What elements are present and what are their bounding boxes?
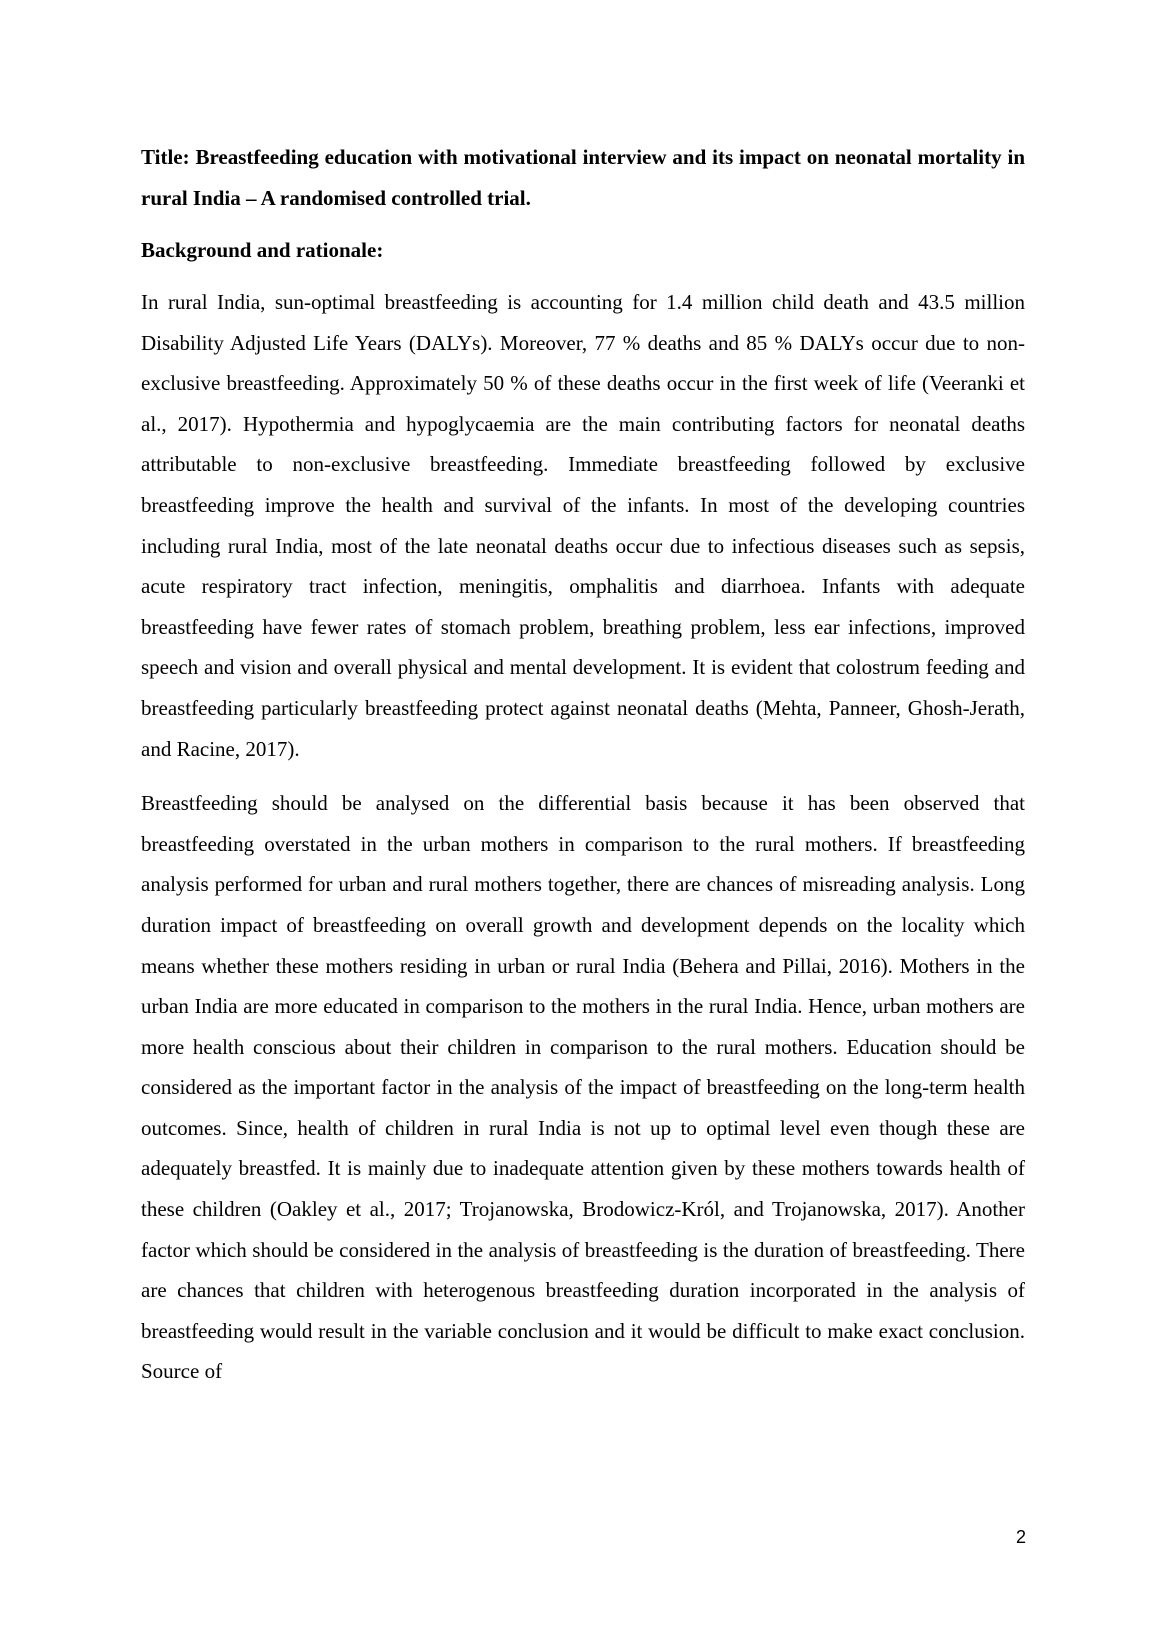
page-number: 2 [1015, 1527, 1026, 1547]
paragraph-1: In rural India, sun-optimal breastfeeding is accounting for 1.4 million child death and 43.5 million Disability Adjusted Life Years (DALYs). Moreover, 77 % deaths and 85 % DALYs occur due to non-exclusive breastfeeding. Approximately 50 % of these deaths occur in the first week of life (Veeranki et al., 2017). Hypothermia and hypoglycaemia are the main contributing factors for neonatal deaths attributable to non-exclusive breastfeeding. Immediate breastfeeding followed by exclusive breastfeeding improve the health and survival of the infants. In most of the developing countries including rural India, most of the late neonatal deaths occur due to infectious diseases such as sepsis, acute respiratory tract infection, meningitis, omphalitis and diarrhoea. Infants with adequate breastfeeding have fewer rates of stomach problem, breathing problem, less ear infections, improved speech and vision and overall physical and mental development. It is evident that colostrum feeding and breastfeeding particularly breastfeeding protect against neonatal deaths (Mehta, Panneer, Ghosh-Jerath, and Racine, 2017). [141, 290, 1025, 761]
section-heading: Background and rationale: [141, 238, 384, 262]
paragraph-2: Breastfeeding should be analysed on the differential basis because it has been observed that breastfeeding overstated in the urban mothers in comparison to the rural mothers. If breastfeeding analysis performed for urban and rural mothers together, there are chances of misreading analysis. Long duration impact of breastfeeding on overall growth and development depends on the locality which means whether these mothers residing in urban or rural India (Behera and Pillai, 2016). Mothers in the urban India are more educated in comparison to the mothers in the rural India. Hence, urban mothers are more health conscious about their children in comparison to the rural mothers. Education should be considered as the important factor in the analysis of the impact of breastfeeding on the long-term health outcomes. Since, health of children in rural India is not up to optimal level even though these are adequately breastfed. It is mainly due to inadequate attention given by these mothers towards health of these children (Oakley et al., 2017; Trojanowska, Brodowicz-Król, and Trojanowska, 2017). Another factor which should be considered in the analysis of breastfeeding is the duration of breastfeeding. There are chances that children with heterogenous breastfeeding duration incorporated in the analysis of breastfeeding would result in the variable conclusion and it would be difficult to make exact conclusion. Source of [141, 791, 1025, 1384]
page-body [141, 137, 1025, 1406]
document-title: Title: Breastfeeding education with motivational interview and its impact on neonatal mortality in rural India – A randomised controlled trial. [141, 145, 1025, 210]
